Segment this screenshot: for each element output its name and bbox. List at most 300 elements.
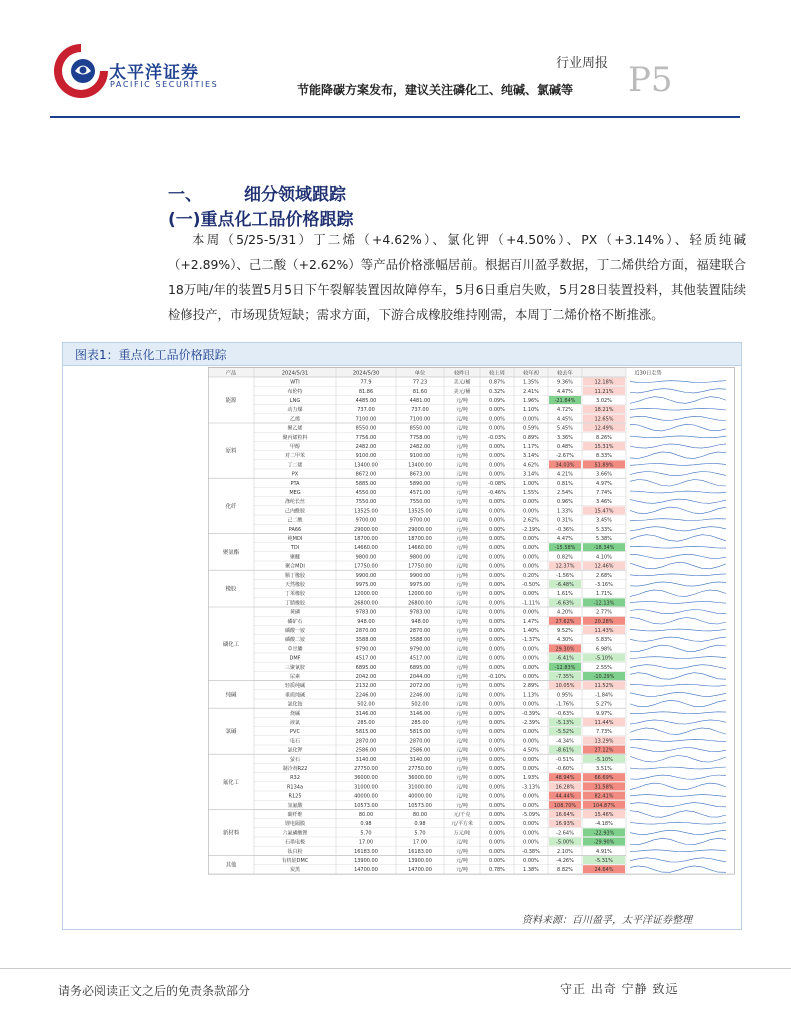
- table-cell: 5.27%: [596, 701, 612, 708]
- table-cell: 己二酸: [287, 517, 303, 524]
- table-cell: -5.10%: [595, 655, 613, 662]
- table-cell: WTI: [290, 379, 300, 386]
- table-cell: -29.90%: [593, 839, 615, 846]
- table-cell: -1.37%: [522, 637, 540, 644]
- trend-sparkline: [630, 574, 726, 576]
- table-cell: 1.93%: [523, 775, 539, 782]
- table-cell: 0.00%: [489, 766, 505, 772]
- table-cell: -2.39%: [522, 720, 540, 726]
- table-cell: 5.83%: [596, 637, 612, 644]
- table-cell: 9900.00: [409, 572, 431, 579]
- subsection-title: (一)重点化工品价格跟踪: [168, 210, 354, 230]
- table-cell: 0.00%: [489, 848, 505, 855]
- table-cell: 0.00%: [489, 462, 505, 469]
- table-cell: 元/吨: [456, 444, 468, 450]
- trend-sparkline: [630, 783, 726, 790]
- table-cell: 2.62%: [523, 517, 539, 524]
- table-cell: -0.51%: [556, 756, 574, 763]
- table-header-cell: 较昨日: [454, 370, 470, 377]
- table-cell: 对二甲苯: [284, 453, 306, 460]
- price-table: [208, 367, 735, 879]
- body-paragraph: 本周（5/25-5/31）丁二烯（+4.62%）、氯化钾（+4.50%）、PX（+3.14%）、轻质纯碱（+2.89%）、己二酸（+2.62%）等产品价格涨幅居前。根据百川盈孚数据，丁二烯供给方面，福建联合18万吨/年的装置5月5日下午裂解装置因故障停车，5月6日重启失败，5月28日装置投料，其他装置陆续检修投产，市场现货短缺；需求方面，下游合成橡胶维持刚需，本周丁二烯价格不断推涨。: [168, 232, 746, 322]
- table-cell: 元/吨: [456, 462, 468, 469]
- table-cell: 0.00%: [523, 609, 539, 616]
- table-cell: 0.00%: [489, 812, 505, 818]
- table-cell: 动力煤: [287, 407, 303, 414]
- trend-sparkline: [630, 527, 726, 531]
- trend-sparkline: [630, 618, 726, 625]
- table-cell: -6.41%: [556, 655, 574, 662]
- trend-sparkline: [630, 507, 726, 513]
- header-rule: [50, 116, 740, 118]
- table-cell: 6895.00: [355, 664, 377, 671]
- table-cell: 3140.00: [355, 756, 377, 763]
- logo-english-text: PACIFIC SECURITIES: [110, 80, 219, 89]
- table-cell: 0.00%: [489, 628, 505, 634]
- table-group-label: 其他: [225, 862, 237, 869]
- table-cell: -0.10%: [488, 674, 506, 680]
- table-cell: 4.47%: [557, 536, 573, 542]
- table-cell: 12.46%: [594, 563, 614, 570]
- table-cell: 11.21%: [594, 388, 614, 395]
- trend-sparkline: [630, 866, 726, 872]
- table-group-label: 橡胶: [225, 586, 237, 593]
- table-cell: 5815.00: [355, 729, 377, 736]
- table-cell: 2.89%: [523, 683, 539, 690]
- table-cell: 0.00%: [489, 747, 505, 754]
- table-cell: 4.21%: [557, 471, 573, 478]
- table-cell: 元/吨: [456, 784, 468, 791]
- table-cell: MEG: [289, 490, 301, 496]
- table-cell: 2072.00: [409, 683, 431, 690]
- trend-sparkline: [630, 712, 726, 714]
- trend-sparkline: [630, 637, 726, 641]
- table-cell: 12000.00: [408, 591, 432, 598]
- table-cell: 元/吨: [456, 582, 468, 588]
- table-cell: 元/吨: [456, 683, 468, 690]
- table-cell: 11.43%: [594, 628, 614, 634]
- figure-box: [62, 342, 742, 930]
- table-cell: 2.54%: [557, 490, 573, 496]
- table-cell: 2870.00: [355, 738, 377, 745]
- table-cell: 9.97%: [596, 710, 612, 717]
- trend-sparkline: [630, 767, 726, 769]
- table-cell: 3588.00: [409, 637, 431, 644]
- trend-sparkline: [630, 610, 726, 614]
- section-title: [168, 180, 346, 205]
- table-cell: 0.00%: [489, 609, 505, 616]
- table-cell: 0.00%: [523, 563, 539, 570]
- table-cell: 1.55%: [523, 490, 539, 496]
- table-cell: 元/吨: [456, 793, 468, 800]
- trend-sparkline: [630, 838, 726, 845]
- table-cell: -4.18%: [595, 821, 613, 828]
- table-cell: 电石: [289, 738, 301, 745]
- table-cell: 7.73%: [596, 729, 612, 736]
- trend-sparkline: [630, 739, 726, 741]
- table-cell: 0.00%: [489, 582, 505, 588]
- table-cell: 钛白粉: [287, 848, 303, 855]
- table-cell: 0.00%: [489, 729, 505, 736]
- table-cell: 元/吨: [456, 407, 468, 414]
- table-cell: 948.00: [357, 618, 375, 625]
- footer-rule: [0, 968, 791, 969]
- price-table-graphic: [208, 367, 735, 879]
- table-cell: PTA: [290, 480, 300, 487]
- table-cell: 1.10%: [523, 407, 539, 414]
- table-cell: -1.84%: [595, 692, 613, 699]
- table-cell: 纯MDI: [287, 536, 303, 542]
- trend-sparkline: [630, 452, 726, 459]
- trend-sparkline: [630, 803, 726, 807]
- table-cell: 0.00%: [489, 793, 505, 800]
- table-cell: 13525.00: [408, 508, 432, 515]
- table-cell: 元/吨: [456, 499, 468, 506]
- trend-sparkline: [630, 499, 726, 503]
- table-cell: -5.52%: [556, 729, 574, 736]
- table-cell: 4.50%: [523, 747, 539, 754]
- table-cell: 布伦特: [287, 388, 303, 395]
- table-cell: 10573.00: [408, 802, 432, 809]
- table-cell: 磷酸一铵: [284, 628, 306, 634]
- table-cell: 15.47%: [594, 508, 614, 515]
- table-cell: 9975.00: [355, 582, 377, 588]
- table-cell: 0.00%: [523, 591, 539, 598]
- table-cell: 氢氟酸: [287, 802, 303, 809]
- table-cell: -4.26%: [556, 858, 574, 864]
- table-cell: 12.18%: [594, 379, 614, 386]
- table-cell: 9975.00: [409, 582, 431, 588]
- table-cell: 0.00%: [523, 793, 539, 800]
- table-group-label: 磷化工: [222, 641, 240, 648]
- table-cell: 元/吨: [456, 867, 468, 874]
- table-cell: 0.00%: [489, 618, 505, 625]
- table-cell: 元/吨: [456, 802, 468, 809]
- trend-sparkline: [630, 684, 726, 686]
- table-cell: 1.13%: [523, 692, 539, 699]
- table-cell: 元/吨: [456, 526, 468, 533]
- trend-sparkline: [630, 554, 726, 558]
- trend-sparkline: [630, 850, 726, 852]
- table-cell: 502.00: [357, 701, 375, 708]
- table-cell: 34.03%: [555, 462, 575, 469]
- table-cell: 12.65%: [594, 416, 614, 423]
- table-cell: 烧碱: [289, 710, 301, 717]
- table-cell: 4.47%: [557, 388, 573, 395]
- table-cell: 元/吨: [456, 536, 468, 542]
- table-cell: 12.49%: [594, 425, 614, 432]
- table-cell: 0.96%: [557, 499, 573, 506]
- table-cell: 4.20%: [557, 609, 573, 616]
- table-cell: 元/吨: [456, 554, 468, 561]
- trend-sparkline: [630, 811, 726, 818]
- table-cell: 1.35%: [523, 379, 539, 386]
- table-cell: 元/吨: [456, 839, 468, 846]
- table-cell: 元/吨: [456, 471, 468, 478]
- table-cell: 9700.00: [409, 517, 431, 524]
- table-cell: 丁腈橡胶: [284, 600, 306, 607]
- table-cell: 9100.00: [355, 453, 377, 460]
- table-cell: 碳纤维: [287, 812, 303, 818]
- table-cell: 0.00%: [523, 508, 539, 515]
- table-header-cell: 产品: [225, 370, 237, 377]
- trend-sparkline: [630, 491, 726, 493]
- table-cell: 3140.00: [409, 756, 431, 763]
- table-cell: 5815.00: [409, 729, 431, 736]
- table-cell: 0.00%: [489, 655, 505, 662]
- trend-sparkline: [630, 775, 726, 779]
- table-cell: 7100.00: [355, 416, 377, 423]
- table-cell: 4.45%: [557, 416, 573, 423]
- table-cell: 8.33%: [596, 453, 612, 460]
- table-cell: 26800.00: [408, 600, 432, 607]
- trend-sparkline: [630, 480, 726, 487]
- table-cell: 77.9: [360, 379, 372, 386]
- table-cell: 0.00%: [523, 646, 539, 653]
- table-cell: 2.77%: [596, 609, 612, 616]
- trend-sparkline: [630, 657, 726, 659]
- table-cell: 元/吨: [456, 563, 468, 570]
- table-cell: -7.35%: [556, 674, 574, 680]
- table-cell: 1.47%: [523, 618, 539, 625]
- table-cell: 萤石: [289, 756, 301, 763]
- table-cell: 0.98: [414, 821, 426, 828]
- table-cell: 5.38%: [596, 536, 612, 542]
- table-cell: -0.03%: [488, 434, 506, 441]
- table-cell: 天然橡胶: [284, 582, 306, 588]
- table-cell: 2586.00: [355, 747, 377, 754]
- table-cell: 元/吨: [456, 756, 468, 763]
- table-cell: 乙烯: [289, 416, 301, 423]
- table-header-cell: 单位: [414, 370, 426, 377]
- table-cell: 0.00%: [523, 802, 539, 809]
- table-cell: 涤纶长丝: [284, 499, 306, 506]
- table-cell: 0.00%: [489, 526, 505, 533]
- table-cell: 0.00%: [523, 664, 539, 671]
- table-cell: 1.17%: [523, 444, 539, 450]
- table-cell: 3146.00: [355, 710, 377, 717]
- table-cell: 元/吨: [456, 646, 468, 653]
- table-cell: 0.00%: [489, 600, 505, 607]
- table-cell: -21.84%: [554, 398, 576, 404]
- table-cell: 7756.00: [355, 434, 377, 441]
- table-cell: 16183.00: [354, 848, 378, 855]
- table-cell: 万元/吨: [453, 830, 471, 837]
- table-cell: 0.09%: [489, 398, 505, 404]
- table-cell: 7758.00: [409, 434, 431, 441]
- table-cell: -6.63%: [556, 600, 574, 607]
- table-cell: 4.30%: [557, 637, 573, 644]
- table-cell: 六氟磷酸锂: [282, 830, 308, 837]
- table-cell: 24.64%: [594, 867, 614, 874]
- table-cell: 4.91%: [596, 848, 612, 855]
- table-cell: -5.10%: [595, 756, 613, 763]
- table-cell: 0.00%: [489, 471, 505, 478]
- table-cell: 3588.00: [355, 637, 377, 644]
- table-cell: PX: [291, 471, 299, 478]
- table-cell: 10.05%: [555, 683, 575, 690]
- table-cell: 0.00%: [523, 821, 539, 828]
- table-group-label: 原料: [225, 448, 237, 455]
- table-header-cell: 2024/5/30: [352, 370, 380, 377]
- table-cell: -12.83%: [554, 664, 576, 671]
- table-cell: 4.10%: [596, 554, 612, 561]
- table-cell: 0.00%: [489, 858, 505, 864]
- table-cell: 20.28%: [594, 618, 614, 625]
- table-cell: 9800.00: [355, 554, 377, 561]
- trend-sparkline: [630, 756, 726, 763]
- table-cell: 0.48%: [557, 444, 573, 450]
- table-cell: 0.00%: [489, 701, 505, 708]
- table-cell: 0.00%: [489, 683, 505, 690]
- table-cell: 5.70: [414, 830, 426, 837]
- table-cell: 元/吨: [456, 729, 468, 736]
- table-cell: 0.00%: [489, 517, 505, 524]
- table-cell: 元/吨: [456, 508, 468, 515]
- table-cell: 16.64%: [555, 812, 575, 818]
- table-cell: 元/吨: [456, 664, 468, 671]
- table-cell: 2044.00: [409, 674, 431, 680]
- table-cell: 31000.00: [354, 784, 378, 791]
- table-cell: 0.00%: [489, 664, 505, 671]
- table-header-cell: 较上周: [489, 370, 505, 377]
- table-cell: 聚丙烯粒料: [282, 434, 308, 441]
- table-cell: -2.67%: [556, 453, 574, 460]
- table-cell: -2.64%: [556, 830, 574, 837]
- trend-sparkline: [630, 673, 726, 680]
- table-cell: -0.36%: [556, 526, 574, 533]
- trend-sparkline: [630, 602, 726, 604]
- table-cell: 0.98: [360, 821, 372, 828]
- table-cell: 0.00%: [489, 756, 505, 763]
- table-cell: -1.56%: [556, 572, 574, 579]
- table-cell: 元/吨: [456, 609, 468, 616]
- table-cell: 27.12%: [594, 747, 614, 754]
- table-cell: -6.48%: [556, 582, 574, 588]
- table-cell: 8550.00: [355, 425, 377, 432]
- table-cell: 9.52%: [557, 628, 573, 634]
- table-cell: 8673.00: [409, 471, 431, 478]
- figure-source: 资料来源：百川盈孚，太平洋证券整理: [522, 915, 692, 926]
- table-cell: 元/吨: [456, 628, 468, 634]
- table-cell: 15.31%: [594, 444, 614, 450]
- table-cell: -0.63%: [556, 710, 574, 717]
- trend-sparkline: [630, 408, 726, 410]
- table-cell: 元/吨: [456, 480, 468, 487]
- table-cell: 0.00%: [489, 591, 505, 598]
- table-cell: 元/吨: [456, 434, 468, 441]
- trend-sparkline: [630, 728, 726, 735]
- table-group-label: 氯碱: [225, 729, 237, 736]
- table-cell: 元/吨: [456, 618, 468, 625]
- table-cell: 13400.00: [354, 462, 378, 469]
- table-cell: 元/吨: [456, 600, 468, 607]
- table-cell: 13.29%: [594, 738, 614, 745]
- table-cell: -10.29%: [593, 674, 615, 680]
- table-cell: 51.89%: [594, 462, 614, 469]
- table-cell: 8550.00: [409, 425, 431, 432]
- table-cell: 锂电隔膜: [284, 821, 306, 828]
- table-group-label: 能源: [225, 398, 237, 404]
- table-cell: 9100.00: [409, 453, 431, 460]
- table-cell: 聚乙烯: [287, 425, 303, 432]
- table-cell: 2246.00: [355, 692, 377, 699]
- table-cell: 3.66%: [596, 471, 612, 478]
- table-cell: R125: [288, 793, 302, 800]
- table-cell: -0.38%: [522, 848, 540, 855]
- table-cell: 11.44%: [594, 720, 614, 726]
- table-cell: -18.34%: [593, 545, 615, 552]
- table-cell: 2482.00: [409, 444, 431, 450]
- table-cell: DMF: [289, 655, 301, 662]
- table-cell: 0.95%: [557, 692, 573, 699]
- table-cell: -0.39%: [522, 710, 540, 717]
- trend-sparkline: [630, 665, 726, 669]
- table-cell: 元/吨: [456, 775, 468, 782]
- table-cell: 6.98%: [596, 646, 612, 653]
- table-cell: 12000.00: [354, 591, 378, 598]
- table-cell: 0.00%: [489, 738, 505, 745]
- trend-sparkline: [630, 562, 726, 569]
- table-cell: 0.00%: [523, 416, 539, 423]
- table-cell: 0.00%: [489, 692, 505, 699]
- table-cell: 三聚氰胺: [284, 664, 306, 671]
- table-cell: 元/千克: [453, 812, 471, 818]
- table-cell: 0.87%: [489, 379, 505, 386]
- table-cell: 0.00%: [489, 710, 505, 717]
- table-cell: 9783.00: [355, 609, 377, 616]
- table-cell: 7550.00: [409, 499, 431, 506]
- table-cell: 77.23: [412, 379, 428, 386]
- table-cell: 80.00: [412, 812, 428, 818]
- trend-sparkline: [630, 795, 726, 797]
- table-cell: 元/吨: [456, 425, 468, 432]
- table-cell: 80.00: [358, 812, 374, 818]
- table-cell: 9783.00: [409, 609, 431, 616]
- table-cell: -0.46%: [488, 490, 506, 496]
- trend-sparkline: [630, 424, 726, 431]
- table-cell: 1.96%: [523, 398, 539, 404]
- section-title-text: 细分领域跟踪: [244, 185, 346, 205]
- table-cell: 5.45%: [557, 425, 573, 432]
- table-cell: 元/吨: [456, 453, 468, 460]
- table-cell: 14660.00: [354, 545, 378, 552]
- table-cell: -5.00%: [556, 839, 574, 846]
- table-cell: 甲醇: [289, 444, 301, 450]
- table-cell: 2870.00: [355, 628, 377, 634]
- table-cell: 0.20%: [523, 572, 539, 579]
- table-cell: 0.00%: [489, 444, 505, 450]
- table-cell: 108.70%: [553, 802, 577, 809]
- table-cell: 9.36%: [557, 379, 573, 386]
- table-cell: 0.00%: [523, 536, 539, 542]
- trend-sparkline: [630, 464, 726, 466]
- table-cell: 5.33%: [596, 526, 612, 533]
- table-cell: 14700.00: [354, 867, 378, 874]
- trend-sparkline: [630, 700, 726, 707]
- table-cell: 4.72%: [557, 407, 573, 414]
- table-cell: 4517.00: [355, 655, 377, 662]
- table-cell: 1.33%: [557, 508, 573, 515]
- table-cell: -0.60%: [556, 766, 574, 772]
- table-cell: 炭黑: [289, 867, 301, 874]
- table-cell: -4.34%: [556, 738, 574, 745]
- table-cell: 聚合MDI: [285, 563, 305, 570]
- table-cell: 3.46%: [596, 499, 612, 506]
- table-header-cell: 近30日走势: [634, 370, 662, 377]
- trend-sparkline: [630, 519, 726, 521]
- table-cell: 氯化钾: [287, 747, 303, 754]
